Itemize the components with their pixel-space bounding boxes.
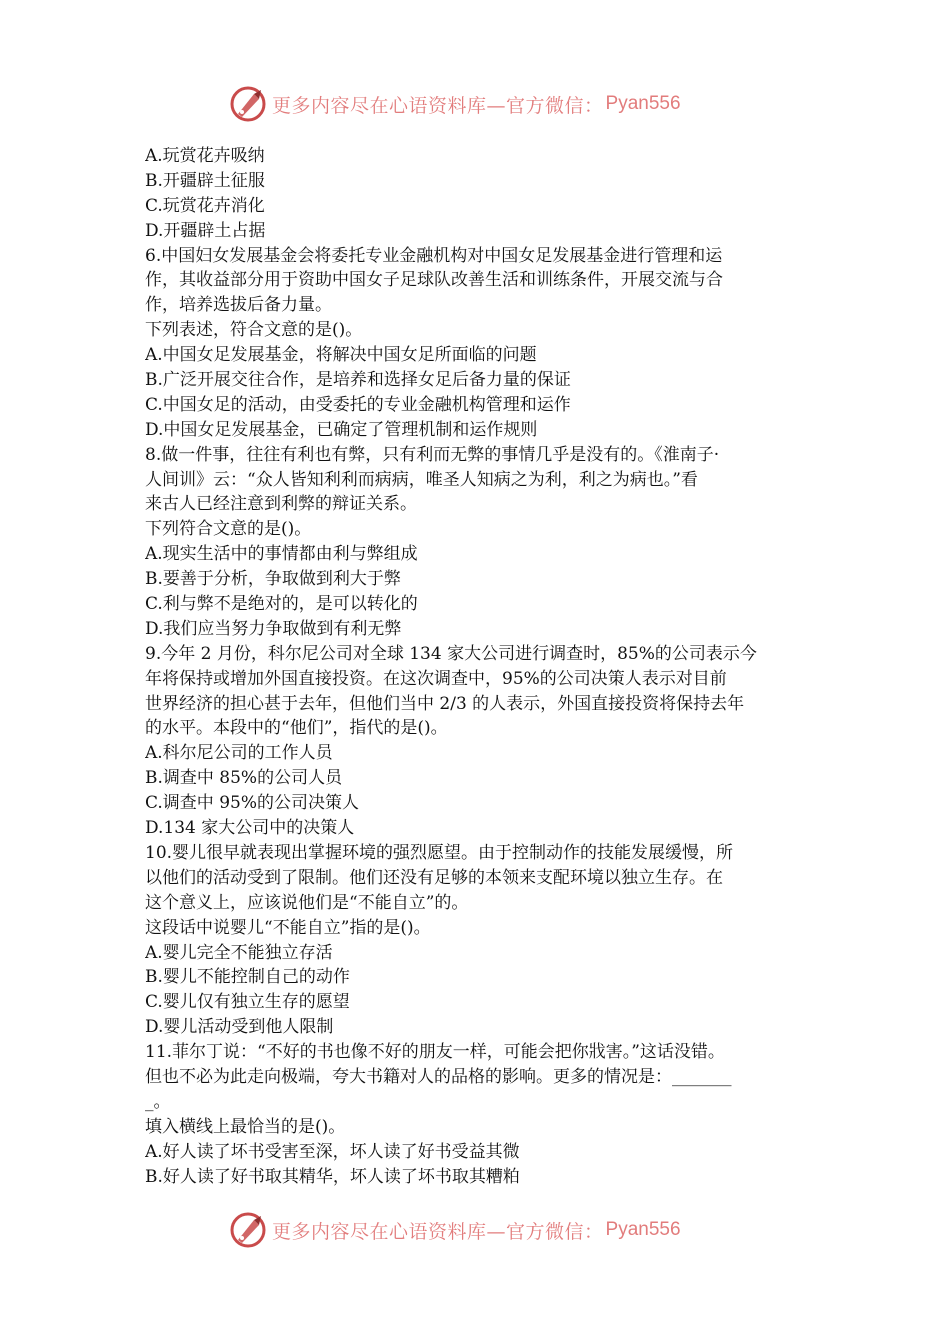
text-line: _。: [145, 1091, 171, 1112]
text-line: B.好人读了好书取其精华，坏人读了坏书取其糟粕: [145, 1166, 520, 1187]
text-line: B.调查中 85%的公司人员: [145, 768, 343, 789]
text-line: 的水平。本段中的“他们”，指代的是()。: [145, 718, 448, 739]
text-line: 作，培养选拔后备力量。: [145, 295, 332, 316]
watermark-wechat-id: Pyan556: [605, 1219, 681, 1240]
document-body: [145, 144, 815, 1189]
text-line: B.要善于分析，争取做到利大于弊: [145, 569, 401, 590]
text-line: 这段话中说婴儿“不能自立”指的是()。: [145, 917, 431, 938]
text-line: C.利与弊不是绝对的，是可以转化的: [145, 594, 418, 615]
text-line: C.中国女足的活动，由受委托的专业金融机构管理和运作: [145, 394, 571, 415]
pen-nib-logo-icon: [228, 84, 268, 124]
text-line: C.婴儿仅有独立生存的愿望: [145, 992, 350, 1013]
text-line: D.开疆辟土占据: [145, 220, 266, 241]
pen-nib-logo-icon: [228, 1210, 268, 1250]
text-line: 10.婴儿很早就表现出掌握环境的强烈愿望。由于控制动作的技能发展缓慢，所: [145, 842, 734, 863]
text-line: A.玩赏花卉吸纳: [145, 146, 265, 166]
text-line: C.调查中 95%的公司决策人: [145, 793, 359, 814]
text-line: A.婴儿完全不能独立存活: [145, 942, 333, 963]
text-line: 世界经济的担心甚于去年，但他们当中 2/3 的人表示，外国直接投资将保持去年: [145, 693, 745, 714]
text-line: D.我们应当努力争取做到有利无弊: [145, 618, 402, 639]
text-line: C.玩赏花卉消化: [145, 195, 265, 216]
text-line: A.好人读了坏书受害至深，坏人读了好书受益其微: [145, 1141, 520, 1162]
watermark-wechat-id: Pyan556: [605, 93, 681, 114]
text-line: 人间训》云：“众人皆知利利而病病，唯圣人知病之为利，利之为病也。”看: [145, 469, 698, 490]
watermark-text: 更多内容尽在心语资料库—官方微信：: [272, 1220, 604, 1243]
text-line: 来古人已经注意到利弊的辩证关系。: [145, 494, 417, 515]
text-line: 11.菲尔丁说：“不好的书也像不好的朋友一样，可能会把你戕害。”这话没错。: [145, 1042, 725, 1063]
text-line: A.中国女足发展基金，将解决中国女足所面临的问题: [145, 345, 537, 366]
text-line: A.科尔尼公司的工作人员: [145, 743, 333, 764]
watermark-text: 更多内容尽在心语资料库—官方微信：: [272, 94, 604, 117]
text-line: D.134 家大公司中的决策人: [145, 818, 355, 839]
footer-watermark: [228, 1210, 681, 1250]
text-line: 作，其收益部分用于资助中国女子足球队改善生活和训练条件，开展交流与合: [145, 270, 723, 291]
text-line: 年将保持或增加外国直接投资。在这次调查中，95%的公司决策人表示对目前: [145, 668, 727, 689]
text-line: 下列符合文意的是()。: [145, 519, 312, 540]
text-line: B.婴儿不能控制自己的动作: [145, 967, 350, 988]
header-watermark: [228, 84, 681, 124]
text-line: D.中国女足发展基金，已确定了管理机制和运作规则: [145, 419, 538, 440]
text-line: 8.做一件事，往往有利也有弊，只有利而无弊的事情几乎是没有的。《淮南子·: [145, 444, 720, 465]
text-line: 但也不必为此走向极端，夸大书籍对人的品格的影响。更多的情况是：_______: [145, 1066, 732, 1087]
text-line: B.广泛开展交往合作，是培养和选择女足后备力量的保证: [145, 370, 571, 391]
text-line: 这个意义上，应该说他们是“不能自立”的。: [145, 892, 469, 913]
text-line: A.现实生活中的事情都由利与弊组成: [145, 544, 418, 565]
text-line: B.开疆辟土征服: [145, 170, 265, 191]
text-line: 下列表述，符合文意的是()。: [145, 320, 363, 341]
text-line: 以他们的活动受到了限制。他们还没有足够的本领来支配环境以独立生存。在: [145, 867, 723, 888]
text-line: 9.今年 2 月份，科尔尼公司对全球 134 家大公司进行调查时，85%的公司表示今: [145, 643, 757, 664]
text-line: D.婴儿活动受到他人限制: [145, 1017, 334, 1038]
text-line: 填入横线上最恰当的是()。: [145, 1116, 346, 1137]
text-line: 6.中国妇女发展基金会将委托专业金融机构对中国女足发展基金进行管理和运: [145, 245, 723, 266]
